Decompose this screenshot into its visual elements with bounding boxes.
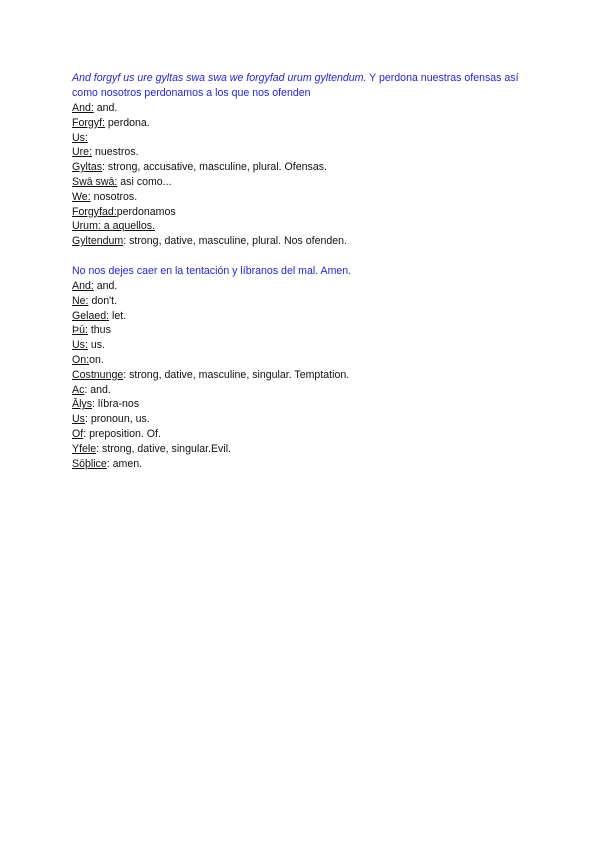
glossary-entry	[72, 145, 542, 160]
glossary-definition: on.	[89, 353, 104, 366]
glossary-definition: : líbra-nos	[92, 398, 140, 411]
document-page	[72, 71, 542, 471]
section1-heading-old-english: And forgyf us ure gyltas swa swa we forgyfad urum gyltendum.	[72, 72, 367, 84]
glossary-definition: us.	[87, 339, 105, 352]
glossary-term: Yfele	[72, 442, 97, 455]
glossary-term: And:	[72, 279, 94, 292]
section1-heading-translation: Y perdona nuestras ofensas así como nosotros perdonamos a los que nos ofenden	[72, 72, 519, 99]
section2-heading: No nos dejes caer en la tentación y líbranos del mal. Amen.	[72, 264, 352, 277]
section1-heading	[72, 71, 542, 101]
glossary-definition: : pronoun, us.	[84, 413, 150, 426]
glossary-definition: : strong, dative, masculine, singular. Temptation.	[123, 368, 350, 381]
glossary-term: Forgyfad:	[72, 205, 117, 218]
glossary-entry	[72, 427, 542, 442]
glossary-definition: perdonamos	[116, 205, 176, 218]
glossary-entry	[72, 234, 542, 249]
glossary-definition: asi como...	[117, 175, 172, 188]
glossary-term: Swā swā:	[72, 175, 118, 188]
glossary-entry	[72, 131, 542, 146]
glossary-term: Gyltendum	[72, 235, 124, 248]
glossary-definition: let.	[109, 309, 127, 322]
glossary-entry	[72, 412, 542, 427]
glossary-definition: : strong, dative, singular.Evil.	[96, 442, 231, 455]
glossary-definition: : preposition. Of.	[83, 427, 161, 440]
glossary-entry	[72, 442, 542, 457]
glossary-term: Of	[72, 427, 84, 440]
glossary-term: Us	[72, 413, 85, 426]
glossary-definition: : and.	[84, 383, 111, 396]
section-spacer	[72, 249, 542, 264]
glossary-entry	[72, 338, 542, 353]
glossary-term: Forgyf:	[72, 116, 105, 129]
glossary-definition: and.	[93, 279, 118, 292]
glossary-definition: nuestros.	[92, 146, 139, 159]
glossary-term: Urum: a aquellos.	[72, 220, 156, 233]
glossary-term: Sōþlice	[72, 457, 107, 470]
glossary-term: Ac	[72, 383, 85, 396]
glossary-definition: : amen.	[106, 457, 143, 470]
glossary-term: We:	[72, 190, 91, 203]
glossary-entry	[72, 294, 542, 309]
glossary-entry	[72, 101, 542, 116]
glossary-term: Ālys	[72, 398, 93, 411]
glossary-term: Us:	[72, 131, 88, 144]
glossary-entry	[72, 368, 542, 383]
glossary-definition: thus	[87, 324, 111, 337]
glossary-term: Gelaed:	[72, 309, 110, 322]
glossary-entry	[72, 309, 542, 324]
glossary-definition: : strong, dative, masculine, plural. Nos ofenden.	[123, 235, 348, 248]
glossary-definition: nosotros.	[90, 190, 138, 203]
glossary-definition: don't.	[88, 294, 118, 307]
glossary-term: Costnunge	[72, 368, 124, 381]
glossary-entry	[72, 190, 542, 205]
glossary-entry	[72, 205, 542, 220]
section2-glossary	[72, 279, 542, 471]
glossary-term: Ne:	[72, 294, 89, 307]
glossary-entry	[72, 397, 542, 412]
glossary-entry	[72, 457, 542, 472]
glossary-definition: perdona.	[104, 116, 150, 129]
glossary-term: And:	[72, 102, 94, 114]
glossary-definition: : strong, accusative, masculine, plural. Ofensas.	[102, 161, 327, 174]
glossary-term: Us:	[72, 339, 88, 352]
glossary-term: Gyltas	[72, 161, 103, 174]
glossary-entry	[72, 160, 542, 175]
glossary-entry	[72, 383, 542, 398]
section1-glossary	[72, 101, 542, 249]
glossary-term: Ure:	[72, 146, 93, 159]
glossary-entry	[72, 116, 542, 131]
glossary-entry	[72, 175, 542, 190]
glossary-entry	[72, 323, 542, 338]
glossary-definition: and.	[93, 102, 118, 114]
glossary-term: On:	[72, 353, 90, 366]
glossary-term: Þū:	[72, 324, 88, 337]
glossary-entry	[72, 353, 542, 368]
glossary-entry	[72, 219, 542, 234]
glossary-entry	[72, 279, 542, 294]
